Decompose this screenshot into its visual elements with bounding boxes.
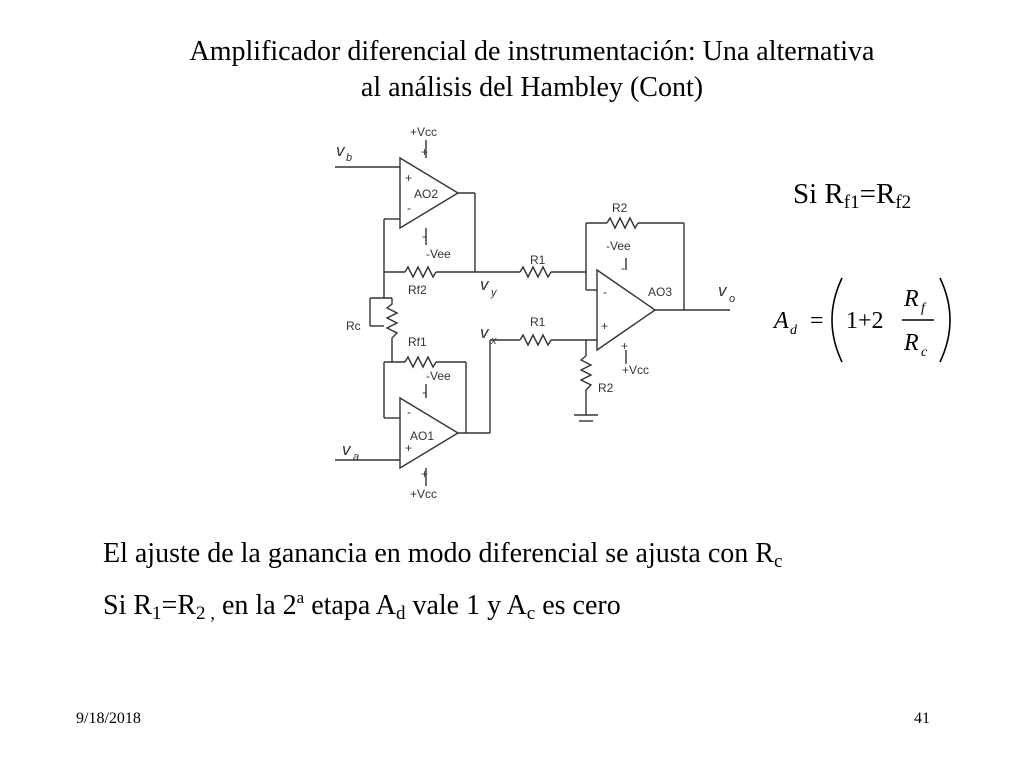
ao1-minus-supply-sign: - — [422, 385, 426, 399]
ao2-plus-supply-sign: + — [421, 145, 429, 159]
formula-denominator: R — [904, 330, 919, 356]
vy-label: v — [480, 275, 489, 294]
vy-sub: y — [491, 287, 497, 299]
title-line-2: al análisis del Hambley (Cont) — [360, 72, 704, 103]
rf1-label: Rf1 — [408, 335, 427, 349]
rf1-resistor — [405, 357, 436, 367]
right-paren — [940, 278, 950, 362]
formula-lhs-sub: d — [790, 323, 797, 338]
vee-ao3-label: -Vee — [606, 239, 631, 253]
ao1-label: AO1 — [410, 429, 435, 443]
formula-equals: = — [810, 308, 824, 334]
condition-sub-2: f2 — [895, 192, 912, 213]
formula-numerator: R — [904, 286, 919, 312]
r2-top-label: R2 — [612, 201, 628, 215]
vcc-ao3-label: +Vcc — [622, 363, 650, 377]
rc-potentiometer — [387, 298, 397, 362]
ao1-plus-input-sign: + — [405, 441, 413, 455]
condition-sub-1: f1 — [843, 192, 860, 213]
formula-denominator-sub: c — [921, 345, 928, 360]
ao3-label: AO3 — [648, 285, 673, 299]
footer-date: 9/18/2018 — [76, 710, 141, 727]
ao2-minus-input-sign: - — [407, 201, 411, 215]
r1-bottom-label: R1 — [530, 315, 546, 329]
explanation-text — [103, 536, 782, 632]
ao3-minus-input-sign: - — [603, 285, 607, 299]
va-sub: a — [353, 451, 360, 463]
vx-label: v — [480, 323, 489, 342]
title-line-1: Amplificador diferencial de instrumentación: Una alternativa — [189, 36, 875, 67]
explanation-line-1: El ajuste de la ganancia en modo diferencial se ajusta con $R_c$ — [103, 538, 783, 572]
rf2-label: Rf2 — [408, 283, 427, 297]
ao2-plus-input-sign: + — [405, 171, 413, 185]
ao2-label: AO2 — [414, 187, 439, 201]
formula-lhs: A — [774, 308, 789, 334]
r1-top-label: R1 — [530, 253, 546, 267]
vee-ao2-label: -Vee — [426, 247, 451, 261]
r2-bottom-resistor — [581, 356, 591, 415]
left-paren — [832, 278, 842, 362]
vx-sub: x — [491, 335, 497, 347]
vcc-ao1-label: +Vcc — [410, 487, 438, 501]
gain-formula — [770, 272, 960, 368]
vee-ao1-label: -Vee — [426, 369, 451, 383]
condition-prefix: Si R — [793, 178, 844, 210]
r2-bottom-label: R2 — [598, 381, 614, 395]
formula-one-plus-two: 1+2 — [846, 308, 884, 334]
ao2-minus-supply-sign: - — [422, 229, 426, 243]
vb-sub: b — [346, 152, 353, 164]
ao3-plus-supply-sign: + — [621, 339, 629, 353]
ground-icon — [574, 415, 598, 421]
vo-sub: o — [729, 293, 736, 305]
va-label: v — [342, 440, 351, 459]
ao3-opamp — [597, 270, 655, 350]
r2-top-resistor — [607, 218, 638, 228]
rc-label: Rc — [346, 319, 361, 333]
condition-equals: =R — [859, 178, 896, 210]
ao1-minus-input-sign: - — [407, 405, 411, 419]
vcc-ao2-label: +Vcc — [410, 125, 438, 139]
footer-page-number: 41 — [914, 710, 930, 727]
ao1-plus-supply-sign: + — [421, 467, 429, 481]
r1-bottom-resistor — [520, 335, 551, 345]
rf2-resistor — [405, 267, 436, 277]
condition-equation — [793, 178, 911, 214]
formula-numerator-sub: f — [921, 301, 925, 316]
ao3-plus-input-sign: + — [601, 319, 609, 333]
r1-top-resistor — [520, 267, 551, 277]
vb-label: v — [336, 141, 345, 160]
ao3-minus-supply-sign: - — [621, 261, 625, 275]
vo-label: v — [718, 281, 727, 300]
explanation-line-2: Si $R_1=R_{2 ,}$ en la 2$^a$ etapa $A_d$ vale 1 y $A_c$ es cero — [103, 588, 621, 624]
